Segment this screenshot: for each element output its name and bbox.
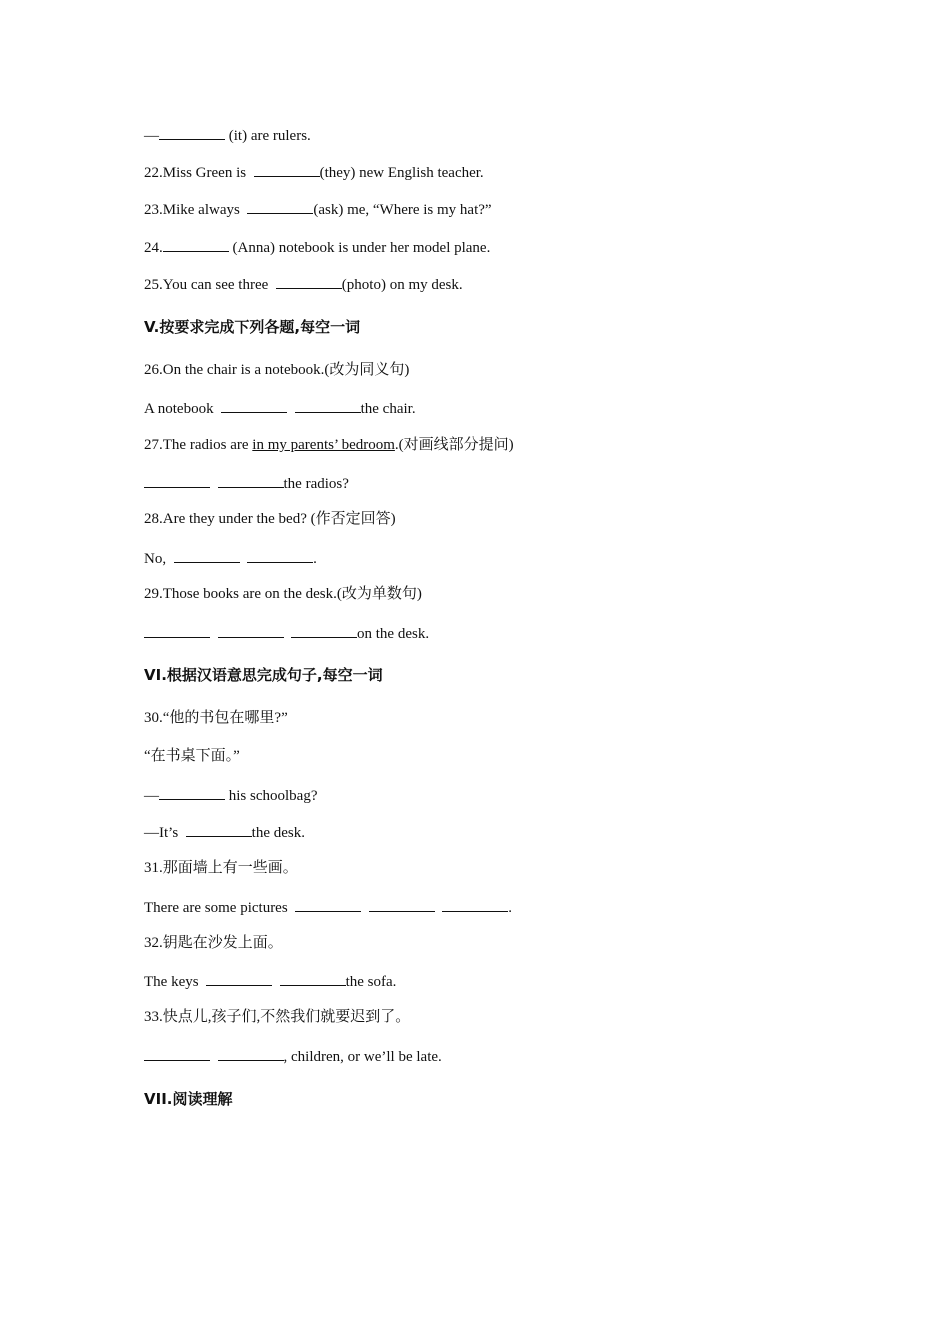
text: his schoolbag? [225, 788, 318, 804]
text: . [508, 900, 512, 916]
blank[interactable] [221, 397, 287, 413]
blank[interactable] [206, 970, 272, 986]
text: (Anna) notebook is under her model plane. [228, 240, 491, 256]
text: 27.The radios are [144, 437, 253, 453]
text: (ask) me, “Where is my hat?” [313, 202, 492, 218]
text: (photo) on my desk. [341, 277, 463, 293]
underlined-phrase: in my parents’ bedroom [252, 437, 395, 453]
text: the desk. [251, 825, 305, 841]
blank[interactable] [144, 622, 210, 638]
question-24 [144, 236, 490, 258]
text: 22.Miss Green is [144, 165, 250, 181]
text: , children, or we’ll be late. [283, 1049, 442, 1065]
question-33: 33.快点儿,孩子们,不然我们就要迟到了。 [144, 1009, 411, 1025]
question-21-answer-line [144, 124, 311, 146]
blank[interactable] [174, 547, 240, 563]
text: the chair. [360, 401, 416, 417]
question-26: 26.On the chair is a notebook.(改为同义句) [144, 362, 410, 378]
question-27 [144, 435, 514, 455]
blank[interactable] [186, 821, 252, 837]
text: .(对画线部分提问) [394, 437, 514, 453]
text: (it) are rulers. [225, 128, 311, 144]
blank[interactable] [163, 236, 229, 252]
section-heading-vii: VII.阅读理解 [144, 1090, 233, 1108]
text: —It’s [144, 825, 182, 841]
blank[interactable] [218, 622, 284, 638]
blank[interactable] [295, 896, 361, 912]
question-29: 29.Those books are on the desk.(改为单数句) [144, 586, 422, 602]
dash: — [144, 128, 159, 144]
dash: — [144, 788, 159, 804]
blank[interactable] [247, 547, 313, 563]
text: (they) new English teacher. [319, 165, 484, 181]
text: 23.Mike always [144, 202, 244, 218]
question-32-answer-line [144, 970, 396, 992]
blank[interactable] [159, 784, 225, 800]
question-26-answer-line [144, 397, 416, 419]
blank[interactable] [159, 124, 225, 140]
question-22 [144, 161, 484, 183]
question-30: 30.“他的书包在哪里?” [144, 710, 288, 726]
question-29-answer-line [144, 622, 429, 644]
text: No, [144, 551, 170, 567]
blank[interactable] [144, 1045, 210, 1061]
section-heading-vi: VI.根据汉语意思完成句子,每空一词 [144, 666, 383, 684]
text: 25.You can see three [144, 277, 273, 293]
question-30-answer-line-2 [144, 821, 305, 843]
text: There are some pictures [144, 900, 292, 916]
blank[interactable] [144, 472, 210, 488]
question-30-reply: “在书桌下面。” [144, 748, 240, 764]
text: on the desk. [357, 626, 430, 642]
question-27-answer-line [144, 472, 349, 494]
question-28: 28.Are they under the bed? (作否定回答) [144, 511, 396, 527]
text: . [313, 551, 317, 567]
text: 24. [144, 240, 163, 256]
blank[interactable] [442, 896, 508, 912]
question-23 [144, 198, 492, 220]
blank[interactable] [295, 397, 361, 413]
blank[interactable] [254, 161, 320, 177]
text: the sofa. [345, 974, 397, 990]
blank[interactable] [247, 198, 313, 214]
question-31: 31.那面墙上有一些画。 [144, 860, 298, 876]
blank[interactable] [291, 622, 357, 638]
blank[interactable] [276, 273, 342, 289]
question-33-answer-line [144, 1045, 442, 1067]
text: the radios? [283, 476, 349, 492]
question-32: 32.钥匙在沙发上面。 [144, 935, 283, 951]
text: The keys [144, 974, 203, 990]
blank[interactable] [218, 472, 284, 488]
text: A notebook [144, 401, 218, 417]
question-30-answer-line-1 [144, 784, 317, 806]
question-31-answer-line [144, 896, 512, 918]
blank[interactable] [369, 896, 435, 912]
question-25 [144, 273, 463, 295]
blank[interactable] [280, 970, 346, 986]
question-28-answer-line [144, 547, 317, 569]
blank[interactable] [218, 1045, 284, 1061]
section-heading-v: V.按要求完成下列各题,每空一词 [144, 318, 361, 336]
